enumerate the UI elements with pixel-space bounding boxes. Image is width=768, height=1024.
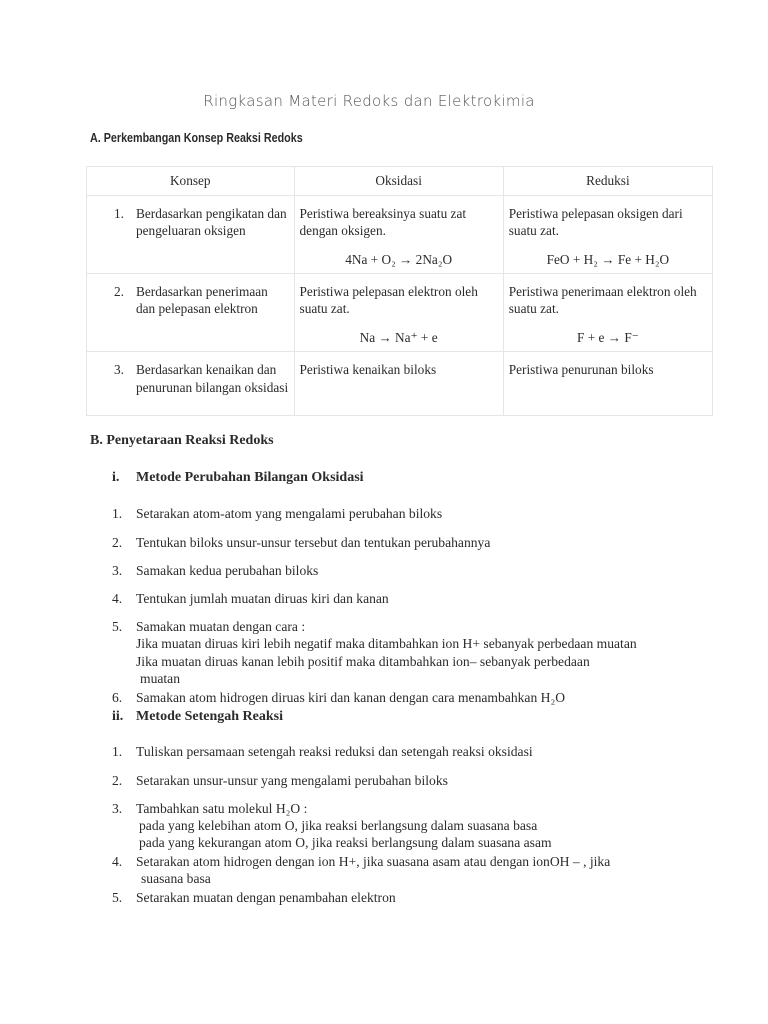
step-text: Tambahkan satu molekul H₂O : <box>136 801 308 816</box>
row-number: 1. <box>114 206 124 221</box>
method-numeral: ii. <box>112 709 124 724</box>
reduksi-cell <box>503 274 712 352</box>
step-number: 6. <box>112 690 123 705</box>
header-reduksi: Reduksi <box>503 167 712 196</box>
step-text: Tuliskan persamaan setengah reaksi reduksi dan setengah reaksi oksidasi <box>136 744 533 759</box>
konsep-text: Berdasarkan pengikatan dan pengeluaran oksigen <box>136 206 287 238</box>
step-detail-line: muatan <box>140 671 181 686</box>
step-number: 4. <box>112 854 123 869</box>
reduksi-cell <box>503 352 712 416</box>
section-a-heading: A. Perkembangan Konsep Reaksi Redoks <box>90 131 303 145</box>
step-number: 4. <box>112 591 123 606</box>
step-text: Samakan muatan dengan cara : <box>136 619 306 634</box>
step-text: Setarakan atom-atom yang mengalami perubahan biloks <box>136 506 443 521</box>
step-number: 1. <box>112 506 123 521</box>
step-detail-line: Jika muatan diruas kanan lebih positif maka ditambahkan ion– sebanyak perbedaan <box>136 654 590 669</box>
step-number: 1. <box>112 744 123 759</box>
step-number: 2. <box>112 773 123 788</box>
table-header-row <box>87 167 713 196</box>
step-number: 2. <box>112 535 123 550</box>
step-number: 3. <box>112 563 123 578</box>
konsep-cell <box>87 196 295 274</box>
step-detail-line: Jika muatan diruas kiri lebih negatif maka ditambahkan ion H+ sebanyak perbedaan muatan <box>136 636 637 651</box>
step-text: Tentukan biloks unsur-unsur tersebut dan tentukan perubahannya <box>136 535 491 550</box>
method-title: Metode Perubahan Bilangan Oksidasi <box>136 470 364 485</box>
step-number: 5. <box>112 619 123 634</box>
konsep-text: Berdasarkan kenaikan dan penurunan bilangan oksidasi <box>136 362 289 395</box>
document-title: Ringkasan Materi Redoks dan Elektrokimia <box>203 92 535 110</box>
oksidasi-cell <box>294 352 503 416</box>
table-row <box>87 352 713 416</box>
oksidasi-cell <box>294 196 503 274</box>
step-text: Setarakan muatan dengan penambahan elektron <box>136 890 396 905</box>
reduksi-text: Peristiwa penurunan biloks <box>508 362 654 377</box>
step-number: 5. <box>112 890 123 905</box>
oksidasi-text: Peristiwa bereaksinya suatu zat dengan oksigen. <box>299 206 467 238</box>
step-detail-line: pada yang kekurangan atom O, jika reaksi berlangsung dalam suasana asam <box>139 835 552 850</box>
oksidasi-text: Peristiwa pelepasan elektron oleh suatu zat. <box>299 284 478 316</box>
konsep-cell <box>87 352 295 416</box>
step-text: Setarakan unsur-unsur yang mengalami perubahan biloks <box>136 773 448 788</box>
method-numeral: i. <box>112 470 120 485</box>
header-oksidasi: Oksidasi <box>294 167 503 196</box>
table-row <box>87 274 713 352</box>
step-text: Tentukan jumlah muatan diruas kiri dan kanan <box>136 591 389 606</box>
oksidasi-text: Peristiwa kenaikan biloks <box>299 362 437 377</box>
header-konsep: Konsep <box>87 167 295 196</box>
row-number: 2. <box>114 284 124 299</box>
konsep-text: Berdasarkan penerimaan dan pelepasan elektron <box>136 284 268 316</box>
step-text: Samakan atom hidrogen diruas kiri dan kanan dengan cara menambahkan H₂O <box>136 690 566 705</box>
konsep-table <box>86 166 713 416</box>
oksidasi-cell <box>294 274 503 352</box>
reduksi-equation: F + e → F⁻ <box>576 330 639 345</box>
reduksi-text: Peristiwa penerimaan elektron oleh suatu zat. <box>508 284 697 316</box>
reduksi-cell <box>503 196 712 274</box>
oksidasi-equation: 4Na + O₂ → 2Na₂O <box>345 252 453 267</box>
reduksi-text: Peristiwa pelepasan oksigen dari suatu zat. <box>508 206 683 238</box>
step-text: Setarakan atom hidrogen dengan ion H+, jika suasana asam atau dengan ionOH – , jika <box>136 854 611 869</box>
step-detail-line: suasana basa <box>141 871 211 886</box>
step-text: Samakan kedua perubahan biloks <box>136 563 319 578</box>
method-title: Metode Setengah Reaksi <box>136 709 283 724</box>
table-row <box>87 196 713 274</box>
reduksi-equation: FeO + H₂ → Fe + H₂O <box>546 252 670 267</box>
oksidasi-equation: Na → Na⁺ + e <box>359 330 438 345</box>
konsep-cell <box>87 274 295 352</box>
step-number: 3. <box>112 801 123 816</box>
step-detail-line: pada yang kelebihan atom O, jika reaksi berlangsung dalam suasana basa <box>139 818 538 833</box>
row-number: 3. <box>114 362 124 377</box>
section-b-heading: B. Penyetaraan Reaksi Redoks <box>90 433 274 448</box>
